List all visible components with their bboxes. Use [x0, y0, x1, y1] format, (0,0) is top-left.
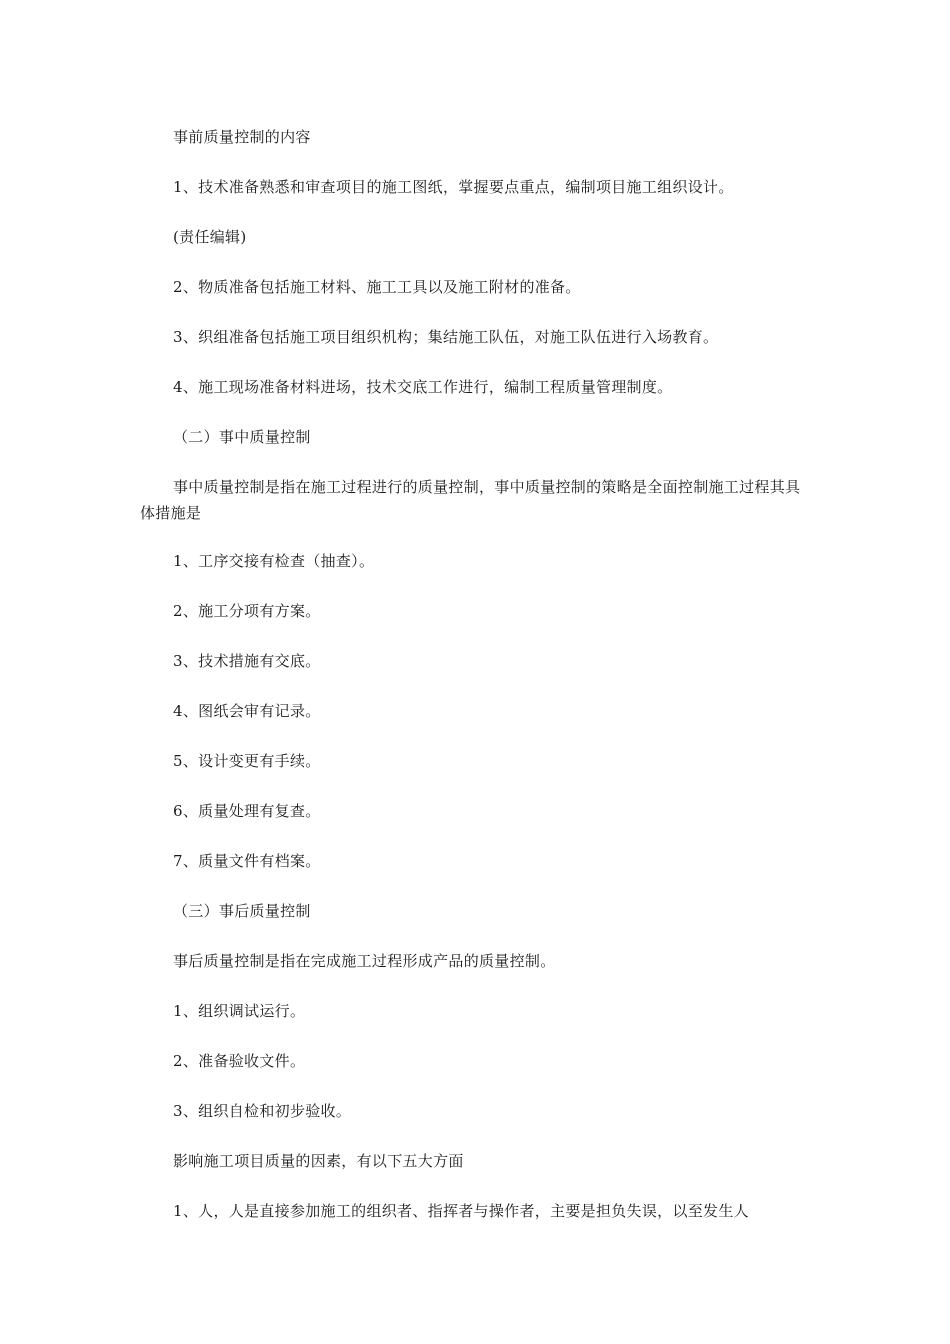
list-item: 3、织组准备包括施工项目组织机构；集结施工队伍，对施工队伍进行入场教育。: [173, 328, 719, 346]
list-item: 1、人，人是直接参加施工的组织者、指挥者与操作者，主要是担负失误，以至发生人: [173, 1202, 749, 1220]
list-item: 1、组织调试运行。: [173, 1002, 306, 1020]
list-item: 2、物质准备包括施工材料、施工工具以及施工附材的准备。: [173, 278, 581, 296]
list-item: 3、技术措施有交底。: [173, 652, 321, 670]
post-control-intro: 事后质量控制是指在完成施工过程形成产品的质量控制。: [173, 952, 556, 970]
list-item: 6、质量处理有复查。: [173, 802, 321, 820]
list-item: 2、准备验收文件。: [173, 1052, 306, 1070]
list-item: 5、设计变更有手续。: [173, 752, 321, 770]
list-item: 3、组织自检和初步验收。: [173, 1102, 352, 1120]
editor-note: (责任编辑): [173, 228, 247, 246]
section-heading-pre-control: 事前质量控制的内容: [173, 128, 311, 146]
section-heading-post-control: （三）事后质量控制: [173, 902, 311, 920]
mid-control-intro: 事中质量控制是指在施工过程进行的质量控制，事中质量控制的策略是全面控制施工过程其具体措施是: [140, 478, 801, 522]
list-item: 7、质量文件有档案。: [173, 852, 321, 870]
factors-intro: 影响施工项目质量的因素，有以下五大方面: [173, 1152, 464, 1170]
list-item: 4、图纸会审有记录。: [173, 702, 321, 720]
section-heading-mid-control: （二）事中质量控制: [173, 428, 311, 446]
list-item: 2、施工分项有方案。: [173, 602, 321, 620]
list-item: 4、施工现场准备材料进场，技术交底工作进行，编制工程质量管理制度。: [173, 378, 673, 396]
list-item: 1、工序交接有检查（抽查）。: [173, 552, 375, 570]
list-item: 1、技术准备熟悉和审查项目的施工图纸，掌握要点重点，编制项目施工组织设计。: [173, 178, 734, 196]
